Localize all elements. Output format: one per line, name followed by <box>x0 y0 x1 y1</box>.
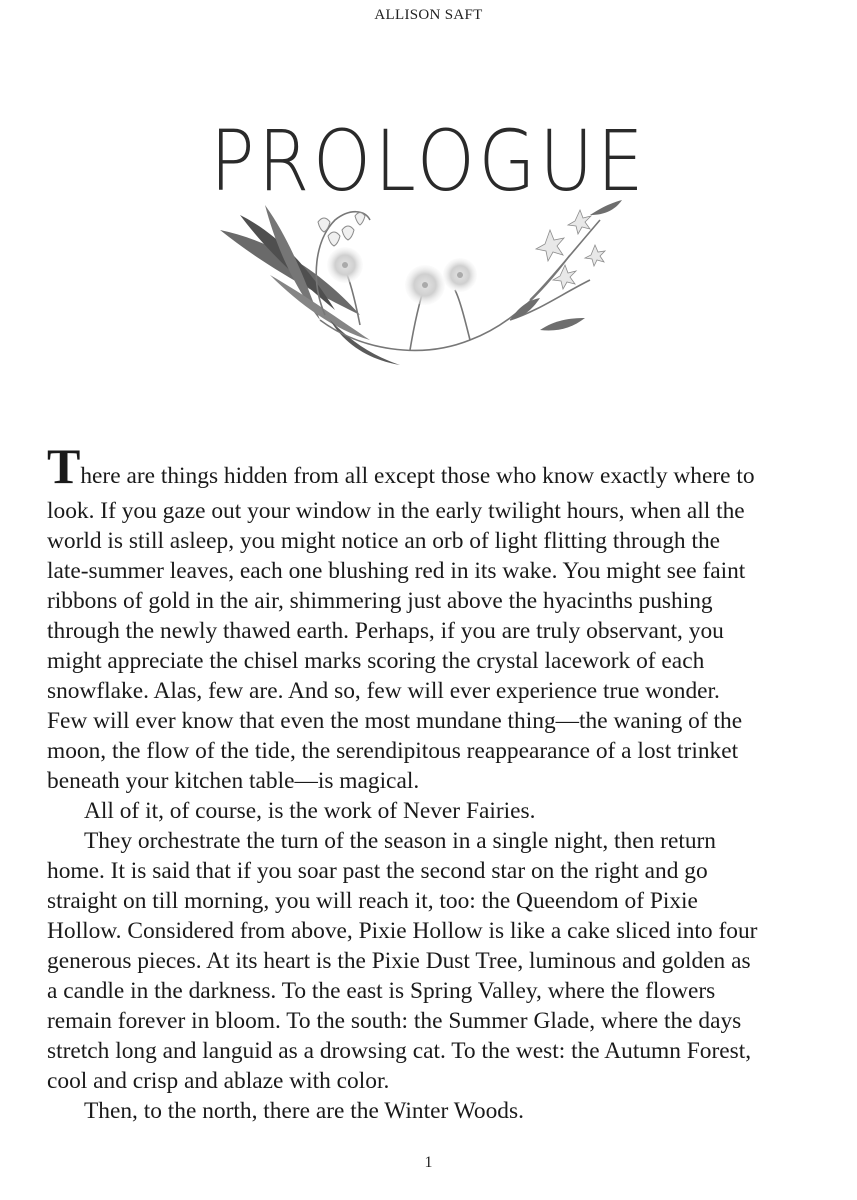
right-leaves <box>510 200 622 331</box>
text-line: ribbons of gold in the air, shimmering just above the hyacinths pushing <box>47 588 713 614</box>
drop-cap: T <box>47 438 81 494</box>
text-line: here are things hidden from all except those who know exactly where to <box>80 463 755 489</box>
text-line: straight on till morning, you will reach it, too: the Queendom of Pixie <box>47 888 698 914</box>
left-leaves <box>220 205 400 365</box>
text-line: moon, the flow of the tide, the serendipitous reappearance of a lost trinket <box>47 738 739 764</box>
running-head: ALLISON SAFT <box>374 7 483 23</box>
chapter-title: PROLOGUE <box>209 112 648 210</box>
dandelion-puffs <box>327 247 477 305</box>
page-number: 1 <box>424 1154 433 1171</box>
text-line: generous pieces. At its heart is the Pixie Dust Tree, luminous and golden as <box>47 948 751 974</box>
text-line: Few will ever know that even the most mundane thing—the waning of the <box>47 708 743 734</box>
star-flowers <box>536 210 605 289</box>
text-line: through the newly thawed earth. Perhaps, if you are truly observant, you <box>47 618 724 644</box>
paragraph-3 <box>47 826 817 1096</box>
text-line: They orchestrate the turn of the season in a single night, then return <box>84 828 717 854</box>
text-line: a candle in the darkness. To the east is Spring Valley, where the flowers <box>47 978 716 1004</box>
text-line: snowflake. Alas, few are. And so, few will ever experience true wonder. <box>47 678 720 704</box>
text-line: world is still asleep, you might notice an orb of light flitting through the <box>47 528 721 554</box>
text-line: remain forever in bloom. To the south: the Summer Glade, where the days <box>47 1008 742 1034</box>
text-line: Hollow. Considered from above, Pixie Hollow is like a cake sliced into four <box>47 918 758 944</box>
floral-wreath-illustration <box>210 200 630 375</box>
text-line: late-summer leaves, each one blushing red in its wake. You might see faint <box>47 558 746 584</box>
text-line: look. If you gaze out your window in the early twilight hours, when all the <box>47 498 745 524</box>
text-line: cool and crisp and ablaze with color. <box>47 1068 390 1094</box>
paragraph-2: All of it, of course, is the work of Never Fairies. <box>84 798 536 824</box>
paragraph-1-first-line <box>47 438 817 496</box>
paragraph-4: Then, to the north, there are the Winter Woods. <box>84 1098 524 1124</box>
paragraph-1 <box>47 438 817 796</box>
prologue-body-text <box>47 438 817 1126</box>
text-line: beneath your kitchen table—is magical. <box>47 768 420 794</box>
text-line: might appreciate the chisel marks scoring the crystal lacework of each <box>47 648 705 674</box>
text-line: stretch long and languid as a drowsing cat. To the west: the Autumn Forest, <box>47 1038 752 1064</box>
lily-bells <box>318 213 365 247</box>
text-line: home. It is said that if you soar past the second star on the right and go <box>47 858 708 884</box>
